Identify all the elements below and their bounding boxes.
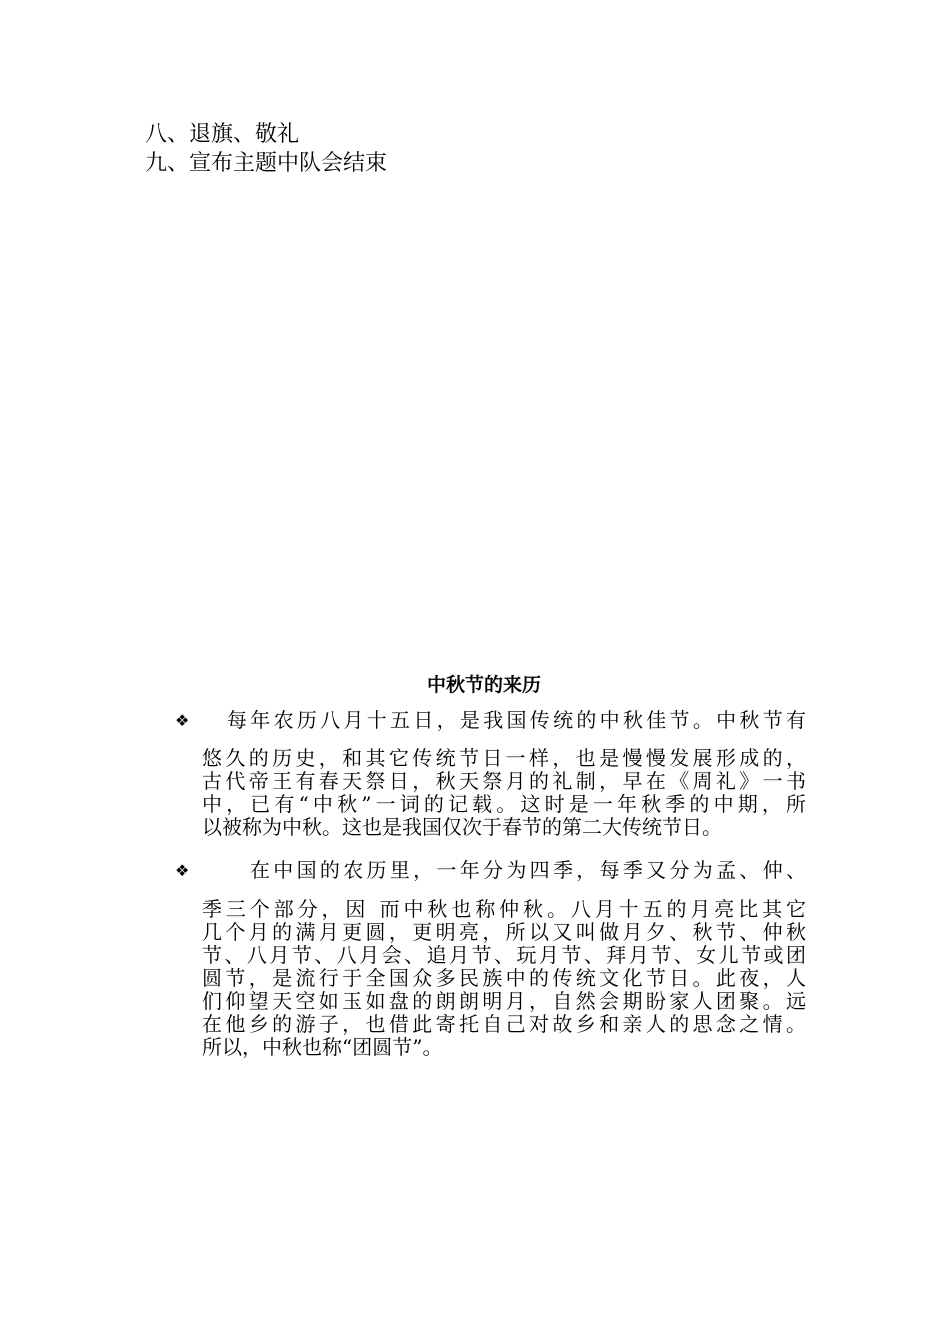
paragraph-line: 古代帝王有春天祭日，秋天祭月的礼制，早在《周礼》一书 bbox=[202, 770, 806, 793]
paragraph-line: 节、八月节、八月会、追月节、玩月节、拜月节、女儿节或团 bbox=[202, 944, 806, 967]
diamond-bullet-icon: ❖ bbox=[175, 861, 190, 880]
paragraph-line: 们仰望天空如玉如盘的朗朗明月，自然会期盼家人团聚。远 bbox=[202, 990, 806, 1013]
paragraph-line: 所以，中秋也称“团圆节”。 bbox=[202, 1036, 443, 1059]
paragraph-first-line: 在中国的农历里，一年分为四季，每季又分为孟、仲、 bbox=[250, 858, 806, 882]
paragraph-line: 在他乡的游子，也借此寄托自己对故乡和亲人的思念之情。 bbox=[202, 1013, 806, 1036]
article-title: 中秋节的来历 bbox=[426, 674, 541, 696]
paragraph-line: 季三个部分，因 而中秋也称仲秋。八月十五的月亮比其它 bbox=[202, 898, 806, 921]
paragraph-line: 以被称为中秋。这也是我国仅次于春节的第二大传统节日。 bbox=[202, 816, 722, 839]
paragraph-body bbox=[202, 898, 806, 1059]
diamond-bullet-icon: ❖ bbox=[175, 711, 190, 730]
paragraph-first-line: 每年农历八月十五日，是我国传统的中秋佳节。中秋节有 bbox=[227, 708, 806, 732]
paragraph-line: 几个月的满月更圆，更明亮，所以又叫做月夕、秋节、仲秋 bbox=[202, 921, 806, 944]
paragraph-line: 悠久的历史，和其它传统节日一样，也是慢慢发展形成的， bbox=[202, 747, 806, 770]
agenda-list bbox=[145, 120, 387, 178]
agenda-item: 九、宣布主题中队会结束 bbox=[145, 151, 388, 176]
paragraph-line: 中，已有“中秋”一词的记载。这时是一年秋季的中期，所 bbox=[202, 793, 806, 816]
paragraph-body bbox=[202, 747, 806, 839]
paragraph-line: 圆节，是流行于全国众多民族中的传统文化节日。此夜，人 bbox=[202, 967, 806, 990]
agenda-item: 八、退旗、敬礼 bbox=[145, 122, 300, 147]
